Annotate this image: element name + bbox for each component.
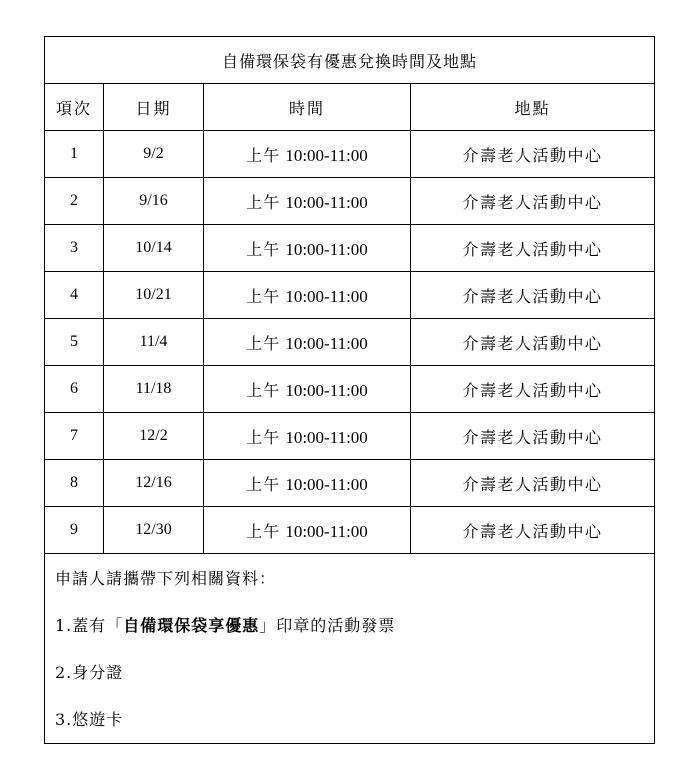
row-time-prefix: 上午	[246, 192, 281, 212]
notes-item-invoice	[55, 602, 654, 649]
notes-item1-suffix: 」印章的活動發票	[259, 616, 396, 635]
table-title-row	[45, 37, 655, 84]
table-body	[45, 131, 655, 554]
notes-item1-bold: 自備環保袋享優惠	[123, 616, 260, 635]
row-time-range: 10:00-11:00	[285, 192, 368, 212]
row-date: 12/30	[104, 507, 204, 554]
table-row	[45, 507, 655, 554]
header-date: 日期	[104, 84, 204, 131]
row-time-range: 10:00-11:00	[285, 286, 368, 306]
row-time-range: 10:00-11:00	[285, 145, 368, 165]
row-index: 8	[45, 460, 104, 507]
row-date: 11/4	[104, 319, 204, 366]
row-place: 介壽老人活動中心	[411, 319, 655, 366]
row-place: 介壽老人活動中心	[411, 272, 655, 319]
row-date: 12/2	[104, 413, 204, 460]
row-index: 1	[45, 131, 104, 178]
table-row	[45, 178, 655, 225]
row-time	[204, 366, 411, 413]
row-time	[204, 178, 411, 225]
table-title: 自備環保袋有優惠兌換時間及地點	[45, 37, 655, 84]
table-row	[45, 460, 655, 507]
notes-item-easycard: 3.悠遊卡	[55, 710, 124, 729]
row-place: 介壽老人活動中心	[411, 178, 655, 225]
row-place: 介壽老人活動中心	[411, 131, 655, 178]
row-index: 6	[45, 366, 104, 413]
table-row	[45, 413, 655, 460]
notes-item1-prefix: 1.蓋有「	[55, 616, 124, 635]
header-place: 地點	[411, 84, 655, 131]
row-date: 11/18	[104, 366, 204, 413]
row-date: 9/2	[104, 131, 204, 178]
row-time	[204, 507, 411, 554]
row-time-prefix: 上午	[246, 333, 281, 353]
header-index: 項次	[45, 84, 104, 131]
row-time-prefix: 上午	[246, 286, 281, 306]
row-time	[204, 319, 411, 366]
table-row	[45, 225, 655, 272]
row-date: 10/14	[104, 225, 204, 272]
notes-item-id-card: 2.身分證	[55, 663, 124, 682]
row-index: 3	[45, 225, 104, 272]
row-place: 介壽老人活動中心	[411, 225, 655, 272]
row-time-range: 10:00-11:00	[285, 333, 368, 353]
table-row	[45, 319, 655, 366]
row-time-prefix: 上午	[246, 521, 281, 541]
row-time-range: 10:00-11:00	[285, 427, 368, 447]
row-time-prefix: 上午	[246, 474, 281, 494]
row-index: 9	[45, 507, 104, 554]
row-index: 4	[45, 272, 104, 319]
row-index: 2	[45, 178, 104, 225]
row-time-range: 10:00-11:00	[285, 474, 368, 494]
row-date: 10/21	[104, 272, 204, 319]
row-time	[204, 272, 411, 319]
row-index: 5	[45, 319, 104, 366]
row-time	[204, 131, 411, 178]
row-time	[204, 225, 411, 272]
row-place: 介壽老人活動中心	[411, 507, 655, 554]
row-time-range: 10:00-11:00	[285, 239, 368, 259]
table-row	[45, 131, 655, 178]
notes-cell	[45, 554, 655, 744]
table-row	[45, 366, 655, 413]
notes-intro: 申請人請攜帶下列相關資料：	[55, 569, 277, 588]
row-place: 介壽老人活動中心	[411, 413, 655, 460]
row-time-prefix: 上午	[246, 145, 281, 165]
row-place: 介壽老人活動中心	[411, 460, 655, 507]
exchange-schedule-table	[44, 36, 655, 744]
row-time-prefix: 上午	[246, 239, 281, 259]
row-time-prefix: 上午	[246, 380, 281, 400]
table-row	[45, 272, 655, 319]
row-index: 7	[45, 413, 104, 460]
row-time	[204, 413, 411, 460]
notes-row	[45, 554, 655, 744]
header-time: 時間	[204, 84, 411, 131]
row-date: 9/16	[104, 178, 204, 225]
table-header-row	[45, 84, 655, 131]
row-time-range: 10:00-11:00	[285, 521, 368, 541]
row-time	[204, 460, 411, 507]
row-time-prefix: 上午	[246, 427, 281, 447]
row-time-range: 10:00-11:00	[285, 380, 368, 400]
row-date: 12/16	[104, 460, 204, 507]
row-place: 介壽老人活動中心	[411, 366, 655, 413]
